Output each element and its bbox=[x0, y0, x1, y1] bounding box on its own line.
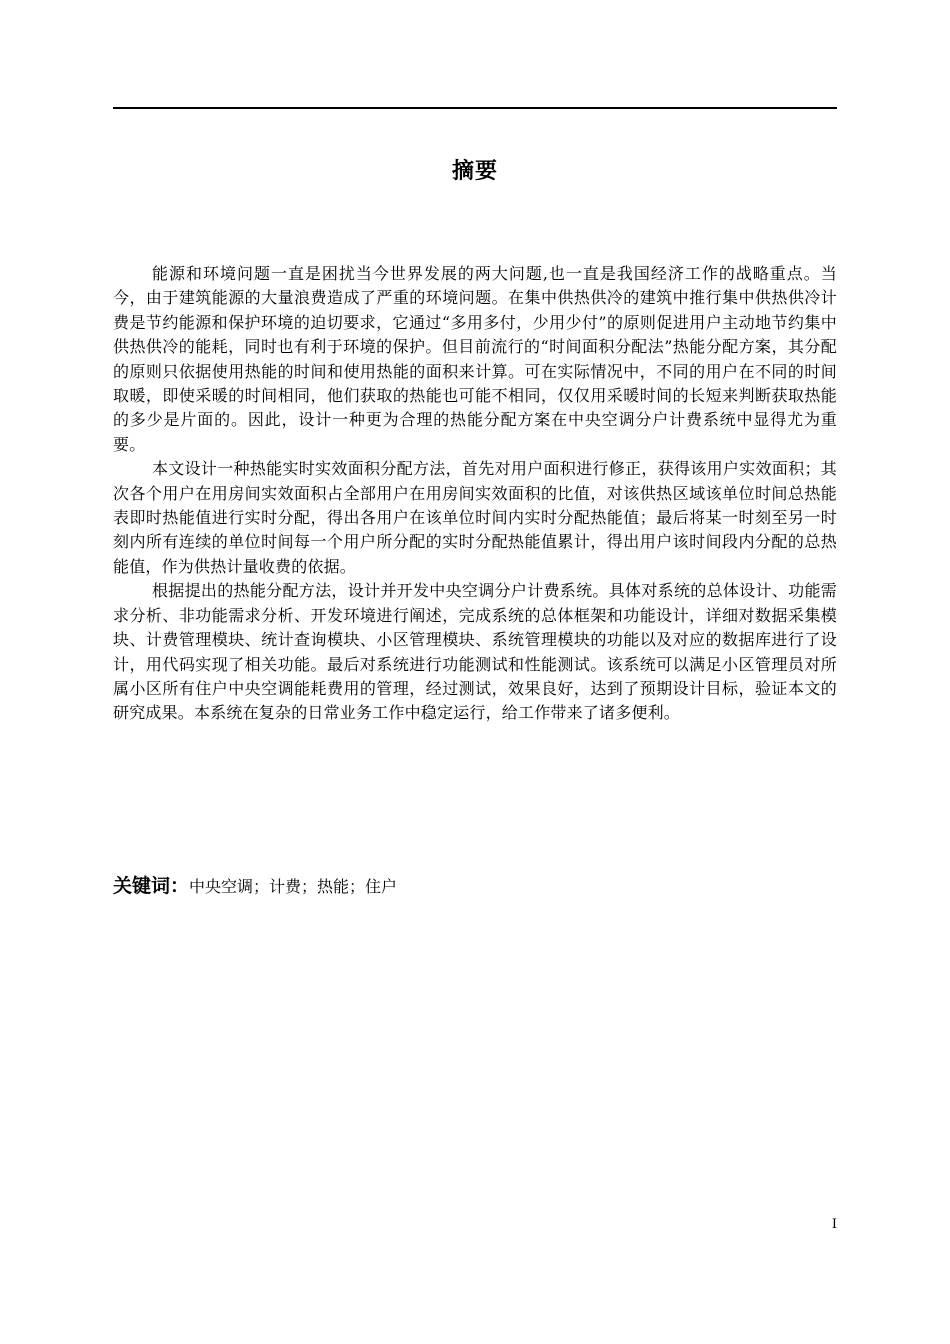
abstract-paragraph-1: 能源和环境问题一直是困扰当今世界发展的两大问题,也一直是我国经济工作的战略重点。当今，由于建筑能源的大量浪费造成了严重的环境问题。在集中供热供冷的建筑中推行集中供热供冷计费是节约能源和保护环境的迫切要求，它通过“多用多付，少用少付”的原则促进用户主动地节约集中供热供冷的能耗，同时也有利于环境的保护。但目前流行的“时间面积分配法”热能分配方案，其分配的原则只依据使用热能的时间和使用热能的面积来计算。可在实际情况中，不同的用户在不同的时间取暖，即使采暖的时间相同，他们获取的热能也可能不相同，仅仅用采暖时间的长短来判断获取热能的多少是片面的。因此，设计一种更为合理的热能分配方案在中央空调分户计费系统中显得尤为重要。 bbox=[113, 264, 837, 454]
page-title: 摘要 bbox=[451, 159, 498, 184]
keywords-label: 关键词： bbox=[113, 875, 190, 897]
abstract-paragraph-3: 根据提出的热能分配方法，设计并开发中央空调分户计费系统。具体对系统的总体设计、功能需求分析、非功能需求分析、开发环境进行阐述，完成系统的总体框架和功能设计，详细对数据采集模块、计费管理模块、统计查询模块、小区管理模块、系统管理模块的功能以及对应的数据库进行了设计，用代码实现了相关功能。最后对系统进行功能测试和性能测试。该系统可以满足小区管理员对所属小区所有住户中央空调能耗费用的管理，经过测试，效果良好，达到了预期设计目标，验证本文的研究成果。本系统在复杂的日常业务工作中稳定运行，给工作带来了诸多便利。 bbox=[113, 581, 837, 723]
keywords-values: 中央空调；计费；热能；住户 bbox=[189, 877, 398, 896]
keywords-line bbox=[113, 873, 837, 900]
page-number: I bbox=[831, 1217, 837, 1232]
abstract-body bbox=[113, 262, 837, 726]
abstract-paragraph-2: 本文设计一种热能实时实效面积分配方法，首先对用户面积进行修正，获得该用户实效面积；其次各个用户在用房间实效面积占全部用户在用房间实效面积的比值，对该供热区域该单位时间总热能表即时热能值进行实时分配，得出各用户在该单位时间内实时分配热能值；最后将某一时刻至另一时刻内所有连续的单位时间每一个用户所分配的实时分配热能值累计，得出用户该时间段内分配的总热能值，作为供热计量收费的依据。 bbox=[113, 459, 837, 576]
header-rule bbox=[113, 107, 837, 109]
